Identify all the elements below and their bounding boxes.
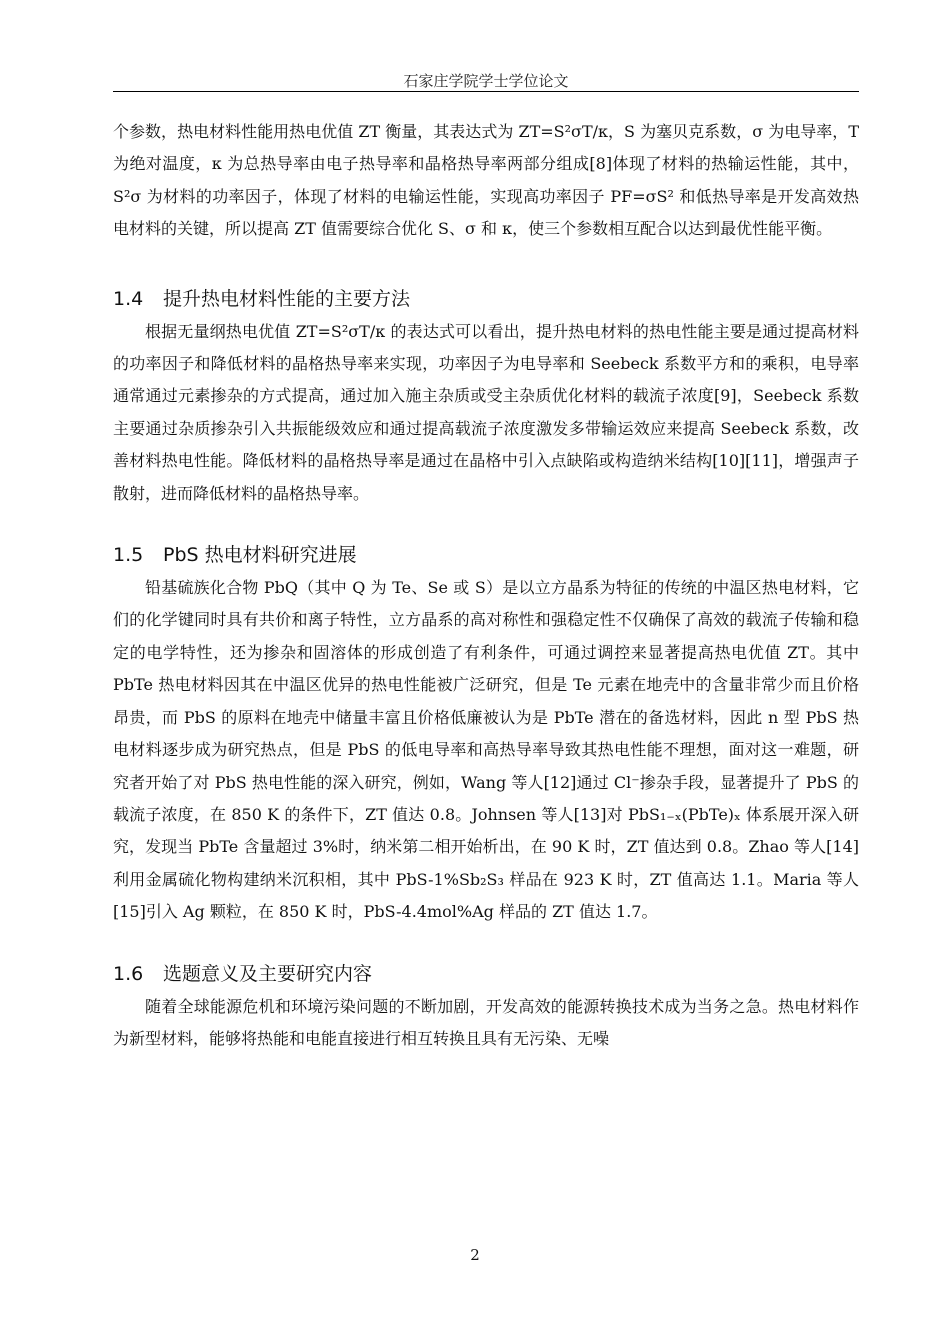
section-number: 1.4 [113, 287, 144, 310]
section-1-6-paragraph: 随着全球能源危机和环境污染问题的不断加剧，开发高效的能源转换技术成为当务之急。热电材料作为新型材料，能够将热能和电能直接进行相互转换且具有无污染、无噪 [113, 996, 859, 1048]
section-1-4-paragraph: 根据无量纲热电优值 ZT=S²σT/κ 的表达式可以看出，提升热电材料的热电性能主要是通过提高材料的功率因子和降低材料的晶格热导率来实现，功率因子为电导率和 Seebeck 系数平方和的乘积，电导率通常通过元素掺杂的方式提高，通过加入施主杂质或受主杂质优化材料的载流子浓度[9]，Seebeck 系数主要通过杂质掺杂引入共振能级效应和通过提高载流子浓度激发多带输运效应来提高 Seebeck 系数，改善材料热电性能。降低材料的晶格热导率是通过在晶格中引入点缺陷或构造纳米结构[10][11]，增强声子散射，进而降低材料的晶格热导率。 [113, 321, 859, 503]
body-content [113, 116, 859, 1055]
running-header: 石家庄学院学士学位论文 [403, 72, 569, 90]
intro-paragraph: 个参数，热电材料性能用热电优值 ZT 衡量，其表达式为 ZT=S²σT/κ，S 为塞贝克系数，σ 为电导率，T 为绝对温度，κ 为总热导率由电子热导率和晶格热导率两部分组成[8]体现了材料的热输运性能，其中，S²σ 为材料的功率因子，体现了材料的电输运性能，实现高功率因子 PF=σS² 和低热导率是开发高效热电材料的关键，所以提高 ZT 值需要综合优化 S、σ 和 κ，使三个参数相互配合以达到最优性能平衡。 [113, 122, 859, 239]
section-heading-1-6 [113, 957, 859, 991]
section-title: 选题意义及主要研究内容 [163, 962, 373, 985]
section-1-5-paragraph: 铅基硫族化合物 PbQ（其中 Q 为 Te、Se 或 S）是以立方晶系为特征的传统的中温区热电材料，它们的化学键同时具有共价和离子特性，立方晶系的高对称性和强稳定性不仅确保了高效的载流子传输和稳定的电学特性，还为掺杂和固溶体的形成创造了有利条件，可通过调控来显著提高热电优值 ZT。其中 PbTe 热电材料因其在中温区优异的热电性能被广泛研究，但是 Te 元素在地壳中的含量非常少而且价格昂贵，而 PbS 的原料在地壳中储量丰富且价格低廉被认为是 PbTe 潜在的备选材料，因此 n 型 PbS 热电材料逐步成为研究热点，但是 PbS 的低电导率和高热导率导致其热电性能不理想，面对这一难题，研究者开始了对 PbS 热电性能的深入研究，例如，Wang 等人[12]通过 Cl⁻掺杂手段，显著提升了 PbS 的载流子浓度，在 850 K 的条件下，ZT 值达 0.8。Johnsen 等人[13]对 PbS₁₋ₓ(PbTe)ₓ 体系展开深入研究，发现当 PbTe 含量超过 3%时，纳米第二相开始析出，在 90 K 时，ZT 值达到 0.8。Zhao 等人[14]利用金属硫化物构建纳米沉积相，其中 PbS-1%Sb₂S₃ 样品在 923 K 时，ZT 值高达 1.1。Maria 等人[15]引入 Ag 颗粒，在 850 K 时，PbS-4.4mol%Ag 样品的 ZT 值达 1.7。 [113, 578, 859, 922]
page-number: 2 [470, 1246, 480, 1264]
section-heading-1-5 [113, 538, 859, 572]
section-number: 1.6 [113, 962, 144, 985]
section-heading-1-4 [113, 282, 859, 316]
section-title: 提升热电材料性能的主要方法 [163, 287, 411, 310]
section-title: PbS 热电材料研究进展 [163, 544, 357, 567]
section-number: 1.5 [113, 544, 144, 567]
header-rule [113, 91, 859, 92]
